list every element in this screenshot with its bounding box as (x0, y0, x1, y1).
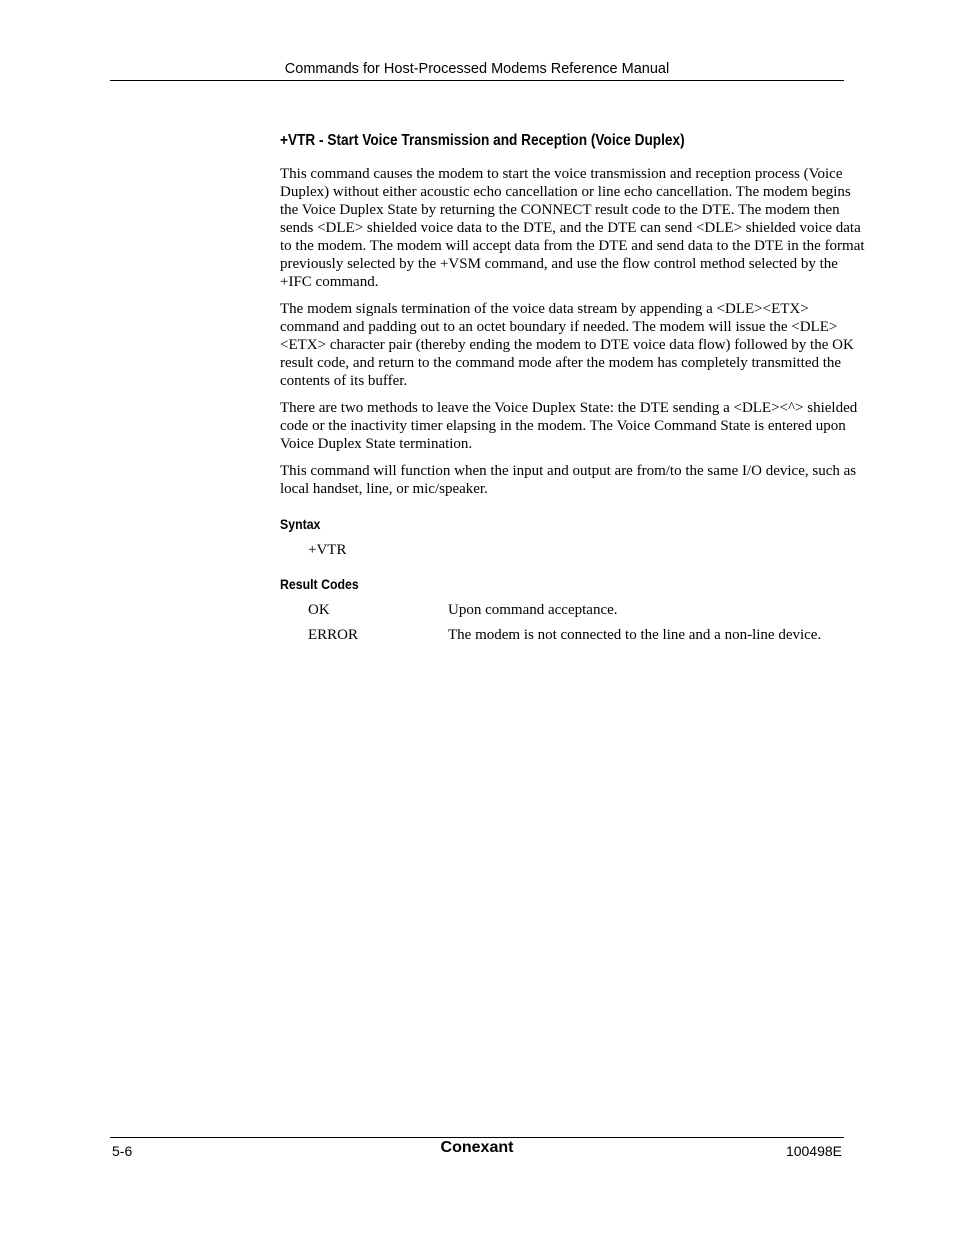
page-header-title: Commands for Host-Processed Modems Reference Manual (284, 61, 670, 77)
result-code-description: The modem is not connected to the line and a non-line device. (448, 627, 822, 643)
result-code: OK (308, 602, 330, 618)
result-code-row (280, 601, 870, 619)
result-code-row (280, 626, 870, 644)
document-number: 100498E (785, 1143, 842, 1159)
result-codes-heading: Result Codes (280, 576, 359, 592)
section-title: +VTR - Start Voice Transmission and Reception (Voice Duplex) (280, 132, 685, 149)
company-name: Conexant (440, 1139, 514, 1156)
page-number: 5-6 (112, 1143, 133, 1159)
main-content (280, 131, 870, 651)
result-code: ERROR (308, 627, 359, 643)
syntax-heading: Syntax (280, 516, 321, 532)
paragraph: This command will function when the input and output are from/to the same I/O device, such as local handset, line, or mic/speaker. (280, 463, 857, 497)
paragraph: There are two methods to leave the Voice Duplex State: the DTE sending a <DLE><^> shielded code or the inactivity timer elapsing in the modem. The Voice Command State is entered upon Voice Duplex State termination. (280, 400, 858, 452)
paragraph: The modem signals termination of the voice data stream by appending a <DLE><ETX> command and padding out to an octet boundary if needed. The modem will issue the <DLE><ETX> character pair (thereby ending the modem to DTE voice data flow) followed by the OK result code, and return to the command mode after the modem has completely transmitted the contents of its buffer. (280, 301, 854, 389)
paragraph: This command causes the modem to start the voice transmission and reception process (Voice Duplex) without either acoustic echo cancellation or line echo cancellation. The modem begins the Voice Duplex State by returning the CONNECT result code to the DTE. The modem then sends <DLE> shielded voice data to the DTE, and the DTE can send <DLE> shielded voice data to the modem. The modem will accept data from the DTE and send data to the DTE in the format previously selected by the +VSM command, and use the flow control method selected by the +IFC command. (280, 166, 865, 290)
result-code-description: Upon command acceptance. (448, 602, 618, 618)
footer-divider (110, 1137, 844, 1138)
header-divider (110, 80, 844, 81)
syntax-command: +VTR (308, 542, 347, 558)
